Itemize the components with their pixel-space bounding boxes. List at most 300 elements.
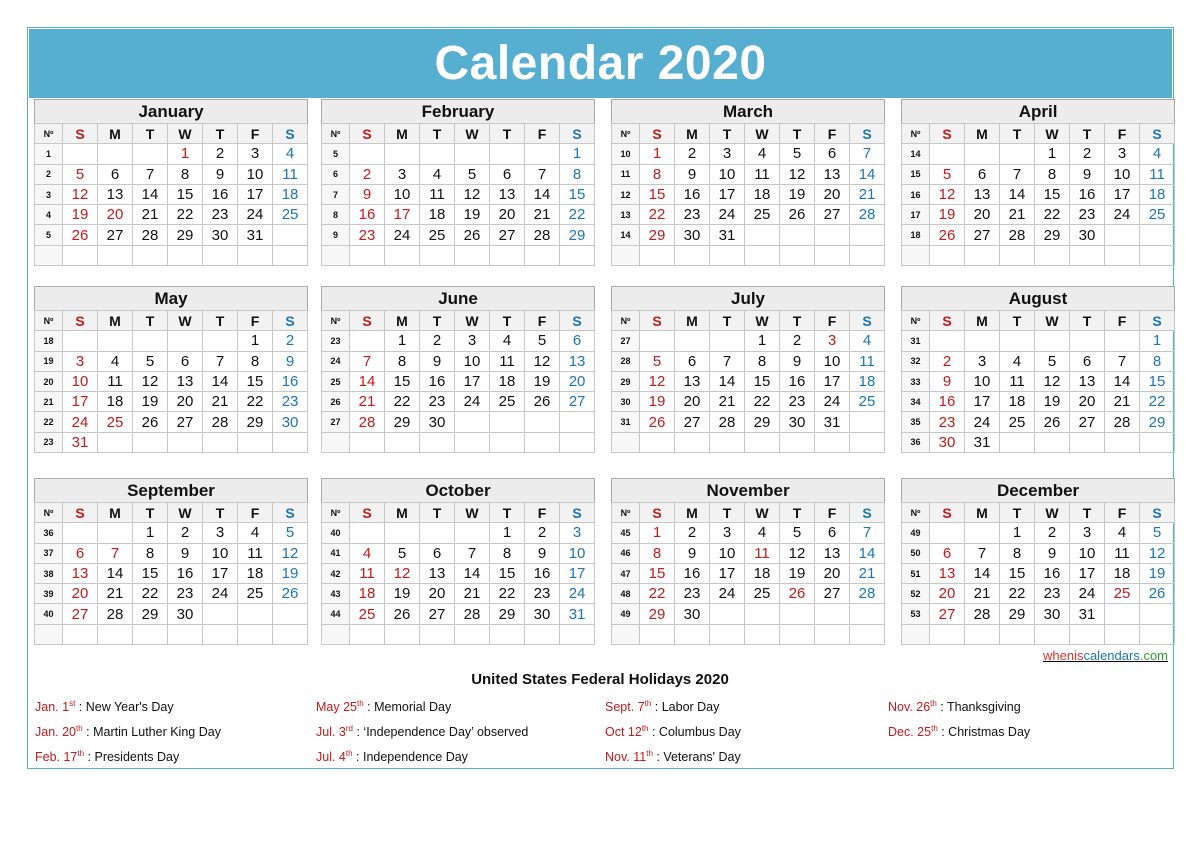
day-cell: 25 [238,584,273,604]
weekday-header: T [203,503,238,523]
day-cell: 18 [98,392,133,412]
empty-day-cell [98,523,133,543]
day-cell: 21 [133,205,168,225]
day-cell: 2 [780,331,815,351]
weekday-header: T [133,124,168,144]
day-cell: 25 [1140,205,1175,225]
week-number: 38 [35,563,63,583]
day-cell: 15 [168,184,203,204]
day-cell: 11 [745,543,780,563]
day-cell: 13 [168,371,203,391]
weekday-header: W [745,503,780,523]
week-number: 2 [35,164,63,184]
day-cell: 24 [238,205,273,225]
month-name: July [612,287,885,311]
empty-day-cell [350,331,385,351]
day-cell: 1 [640,523,675,543]
day-cell: 14 [350,371,385,391]
weekday-header: S [560,503,595,523]
empty-day-cell [780,432,815,452]
day-cell: 12 [455,184,490,204]
day-cell: 18 [273,184,308,204]
day-cell: 9 [1035,543,1070,563]
day-cell: 4 [490,331,525,351]
day-cell: 6 [815,523,850,543]
day-cell: 12 [780,164,815,184]
week-number: 39 [35,584,63,604]
day-cell: 21 [203,392,238,412]
week-number: 52 [902,584,930,604]
empty-day-cell [1000,331,1035,351]
weekday-header: T [420,124,455,144]
week-number-header: Nº [612,311,640,331]
month-november [611,478,884,645]
week-number: 45 [612,523,640,543]
day-cell: 8 [385,351,420,371]
day-cell: 25 [850,392,885,412]
empty-day-cell [850,604,885,624]
day-cell: 1 [1140,331,1175,351]
empty-day-cell [850,624,885,644]
day-cell: 13 [965,184,1000,204]
week-number: 31 [902,331,930,351]
weekday-header: W [745,124,780,144]
day-cell: 23 [1070,205,1105,225]
holiday-name: : Presidents Day [84,750,180,764]
day-cell: 25 [490,392,525,412]
day-cell: 1 [133,523,168,543]
day-cell: 15 [1000,563,1035,583]
brand-link[interactable] [1000,648,1168,663]
day-cell: 12 [273,543,308,563]
weekday-header: F [815,503,850,523]
day-cell: 5 [63,164,98,184]
day-cell: 17 [815,371,850,391]
day-cell: 20 [815,563,850,583]
empty-day-cell [420,432,455,452]
day-cell: 1 [490,523,525,543]
empty-day-cell [133,245,168,265]
weekday-header: M [675,124,710,144]
day-cell: 27 [815,205,850,225]
day-cell: 22 [1140,392,1175,412]
empty-day-cell [560,412,595,432]
day-cell: 19 [385,584,420,604]
empty-day-cell [560,624,595,644]
empty-day-cell [1105,225,1140,245]
day-cell: 20 [1070,392,1105,412]
weekday-header: T [1000,503,1035,523]
empty-day-cell [98,245,133,265]
day-cell: 24 [965,412,1000,432]
empty-day-cell [1070,624,1105,644]
day-cell: 2 [675,144,710,164]
day-cell: 13 [98,184,133,204]
week-number [322,432,350,452]
weekday-header: F [1105,311,1140,331]
day-cell: 24 [63,412,98,432]
empty-day-cell [850,412,885,432]
week-number: 42 [322,563,350,583]
empty-day-cell [133,144,168,164]
week-number-header: Nº [35,311,63,331]
week-number-header: Nº [322,311,350,331]
holiday-item [35,724,221,749]
day-cell: 6 [930,543,965,563]
day-cell: 27 [815,584,850,604]
day-cell: 31 [710,225,745,245]
day-cell: 25 [420,225,455,245]
weekday-header: S [850,311,885,331]
empty-day-cell [525,432,560,452]
holiday-column [35,699,221,774]
day-cell: 1 [238,331,273,351]
day-cell: 12 [780,543,815,563]
day-cell: 22 [745,392,780,412]
day-cell: 30 [930,432,965,452]
day-cell: 2 [1035,523,1070,543]
day-cell: 19 [780,563,815,583]
day-cell: 18 [745,563,780,583]
empty-day-cell [455,624,490,644]
empty-day-cell [420,245,455,265]
day-cell: 26 [780,205,815,225]
week-number: 14 [612,225,640,245]
empty-day-cell [385,144,420,164]
week-number: 25 [322,371,350,391]
weekday-header: S [273,311,308,331]
month-february [321,99,594,266]
day-cell: 30 [780,412,815,432]
day-cell: 14 [98,563,133,583]
holiday-date-suffix: th [644,698,652,708]
empty-day-cell [1035,245,1070,265]
day-cell: 20 [490,205,525,225]
day-cell: 24 [455,392,490,412]
day-cell: 26 [1035,412,1070,432]
empty-day-cell [1105,432,1140,452]
day-cell: 15 [385,371,420,391]
weekday-header: M [98,124,133,144]
empty-day-cell [1035,624,1070,644]
week-number: 22 [35,412,63,432]
week-number: 40 [322,523,350,543]
day-cell: 26 [385,604,420,624]
holiday-date: Nov. 11th [605,748,653,764]
day-cell: 25 [1105,584,1140,604]
weekday-header: T [780,503,815,523]
holiday-name: : Independence Day [352,750,468,764]
day-cell: 4 [350,543,385,563]
day-cell: 11 [1000,371,1035,391]
day-cell: 7 [350,351,385,371]
empty-day-cell [815,432,850,452]
day-cell: 2 [525,523,560,543]
day-cell: 2 [203,144,238,164]
day-cell: 27 [490,225,525,245]
day-cell: 21 [710,392,745,412]
holiday-date: May 25th [316,698,364,714]
day-cell: 6 [490,164,525,184]
holiday-date-suffix: th [930,698,937,708]
day-cell: 19 [63,205,98,225]
week-number: 30 [612,392,640,412]
day-cell: 2 [675,523,710,543]
empty-day-cell [1000,245,1035,265]
day-cell: 14 [1000,184,1035,204]
day-cell: 10 [385,184,420,204]
empty-day-cell [1140,624,1175,644]
holiday-name: : Thanksgiving [936,700,1021,714]
empty-day-cell [350,245,385,265]
week-number: 26 [322,392,350,412]
day-cell: 10 [238,164,273,184]
day-cell: 23 [525,584,560,604]
month-name: October [322,479,595,503]
day-cell: 6 [420,543,455,563]
holidays-title: United States Federal Holidays 2020 [471,671,729,688]
day-cell: 11 [273,164,308,184]
empty-day-cell [203,604,238,624]
empty-day-cell [850,225,885,245]
day-cell: 1 [1000,523,1035,543]
day-cell: 6 [675,351,710,371]
week-number [902,245,930,265]
week-number: 16 [902,184,930,204]
week-number-header: Nº [902,124,930,144]
day-cell: 8 [238,351,273,371]
month-name: September [35,479,308,503]
weekday-header: S [273,503,308,523]
month-name: April [902,100,1175,124]
weekday-header: F [525,124,560,144]
day-cell: 5 [273,523,308,543]
empty-day-cell [560,245,595,265]
empty-day-cell [350,432,385,452]
day-cell: 22 [385,392,420,412]
day-cell: 9 [1070,164,1105,184]
month-october [321,478,594,645]
day-cell: 17 [560,563,595,583]
day-cell: 18 [350,584,385,604]
week-number: 19 [35,351,63,371]
day-cell: 27 [675,412,710,432]
day-cell: 15 [238,371,273,391]
weekday-header: W [1035,311,1070,331]
holiday-name: : Labor Day [651,700,720,714]
day-cell: 29 [640,604,675,624]
week-number: 15 [902,164,930,184]
day-cell: 9 [203,164,238,184]
day-cell: 29 [490,604,525,624]
day-cell: 20 [168,392,203,412]
day-cell: 8 [490,543,525,563]
month-name: March [612,100,885,124]
day-cell: 15 [640,184,675,204]
empty-day-cell [203,245,238,265]
empty-day-cell [1070,245,1105,265]
empty-day-cell [350,523,385,543]
day-cell: 18 [745,184,780,204]
day-cell: 12 [133,371,168,391]
week-number: 14 [902,144,930,164]
day-cell: 14 [850,543,885,563]
month-august [901,286,1174,453]
empty-day-cell [98,331,133,351]
day-cell: 11 [1105,543,1140,563]
day-cell: 2 [273,331,308,351]
day-cell: 11 [745,164,780,184]
day-cell: 27 [168,412,203,432]
day-cell: 20 [930,584,965,604]
empty-day-cell [490,144,525,164]
empty-day-cell [133,432,168,452]
empty-day-cell [1000,144,1035,164]
day-cell: 20 [98,205,133,225]
week-number: 7 [322,184,350,204]
day-cell: 19 [273,563,308,583]
day-cell: 15 [745,371,780,391]
empty-day-cell [203,331,238,351]
day-cell: 25 [350,604,385,624]
day-cell: 29 [560,225,595,245]
day-cell: 12 [385,563,420,583]
day-cell: 21 [850,563,885,583]
holiday-date-suffix: th [357,698,364,708]
week-number: 5 [35,225,63,245]
day-cell: 7 [1000,164,1035,184]
day-cell: 16 [525,563,560,583]
day-cell: 17 [710,184,745,204]
day-cell: 5 [1140,523,1175,543]
day-cell: 3 [1070,523,1105,543]
day-cell: 27 [98,225,133,245]
week-number: 53 [902,604,930,624]
day-cell: 14 [525,184,560,204]
day-cell: 21 [965,584,1000,604]
empty-day-cell [930,523,965,543]
day-cell: 20 [63,584,98,604]
day-cell: 19 [133,392,168,412]
week-number [612,432,640,452]
day-cell: 22 [490,584,525,604]
day-cell: 2 [930,351,965,371]
weekday-header: F [238,503,273,523]
weekday-header: F [525,503,560,523]
day-cell: 14 [965,563,1000,583]
weekday-header: S [640,124,675,144]
day-cell: 20 [560,371,595,391]
empty-day-cell [780,624,815,644]
day-cell: 19 [455,205,490,225]
holiday-date-suffix: th [77,748,85,758]
empty-day-cell [965,144,1000,164]
month-july [611,286,884,453]
week-number: 18 [902,225,930,245]
weekday-header: W [455,311,490,331]
empty-day-cell [640,624,675,644]
week-number: 37 [35,543,63,563]
weekday-header: T [780,311,815,331]
day-cell: 22 [1000,584,1035,604]
day-cell: 30 [1035,604,1070,624]
empty-day-cell [420,523,455,543]
day-cell: 4 [1105,523,1140,543]
day-cell: 24 [203,584,238,604]
day-cell: 17 [63,392,98,412]
day-cell: 24 [815,392,850,412]
week-number: 4 [35,205,63,225]
week-number [612,245,640,265]
weekday-header: T [490,503,525,523]
empty-day-cell [203,624,238,644]
day-cell: 28 [850,584,885,604]
empty-day-cell [850,245,885,265]
day-cell: 20 [675,392,710,412]
day-cell: 13 [815,164,850,184]
day-cell: 11 [850,351,885,371]
day-cell: 19 [1035,392,1070,412]
empty-day-cell [455,144,490,164]
holiday-name: : Martin Luther King Day [82,725,221,739]
day-cell: 28 [203,412,238,432]
holiday-item [605,724,741,749]
day-cell: 6 [815,144,850,164]
month-may [34,286,307,453]
day-cell: 17 [238,184,273,204]
week-number-header: Nº [322,503,350,523]
day-cell: 15 [133,563,168,583]
day-cell: 22 [133,584,168,604]
day-cell: 4 [745,523,780,543]
empty-day-cell [675,624,710,644]
day-cell: 3 [1105,144,1140,164]
month-march [611,99,884,266]
day-cell: 4 [1000,351,1035,371]
day-cell: 5 [930,164,965,184]
day-cell: 1 [560,144,595,164]
weekday-header: T [133,503,168,523]
empty-day-cell [1140,245,1175,265]
empty-day-cell [385,432,420,452]
week-number: 27 [612,331,640,351]
empty-day-cell [98,144,133,164]
week-number [322,624,350,644]
weekday-header: T [710,503,745,523]
day-cell: 17 [455,371,490,391]
day-cell: 20 [815,184,850,204]
day-cell: 28 [98,604,133,624]
day-cell: 29 [238,412,273,432]
empty-day-cell [780,245,815,265]
day-cell: 5 [1035,351,1070,371]
empty-day-cell [63,144,98,164]
day-cell: 17 [203,563,238,583]
empty-day-cell [420,624,455,644]
day-cell: 6 [63,543,98,563]
weekday-header: S [850,124,885,144]
day-cell: 26 [525,392,560,412]
day-cell: 16 [675,563,710,583]
day-cell: 6 [965,164,1000,184]
day-cell: 9 [420,351,455,371]
day-cell: 18 [1105,563,1140,583]
day-cell: 30 [273,412,308,432]
empty-day-cell [385,624,420,644]
weekday-header: S [63,124,98,144]
day-cell: 10 [455,351,490,371]
day-cell: 14 [850,164,885,184]
